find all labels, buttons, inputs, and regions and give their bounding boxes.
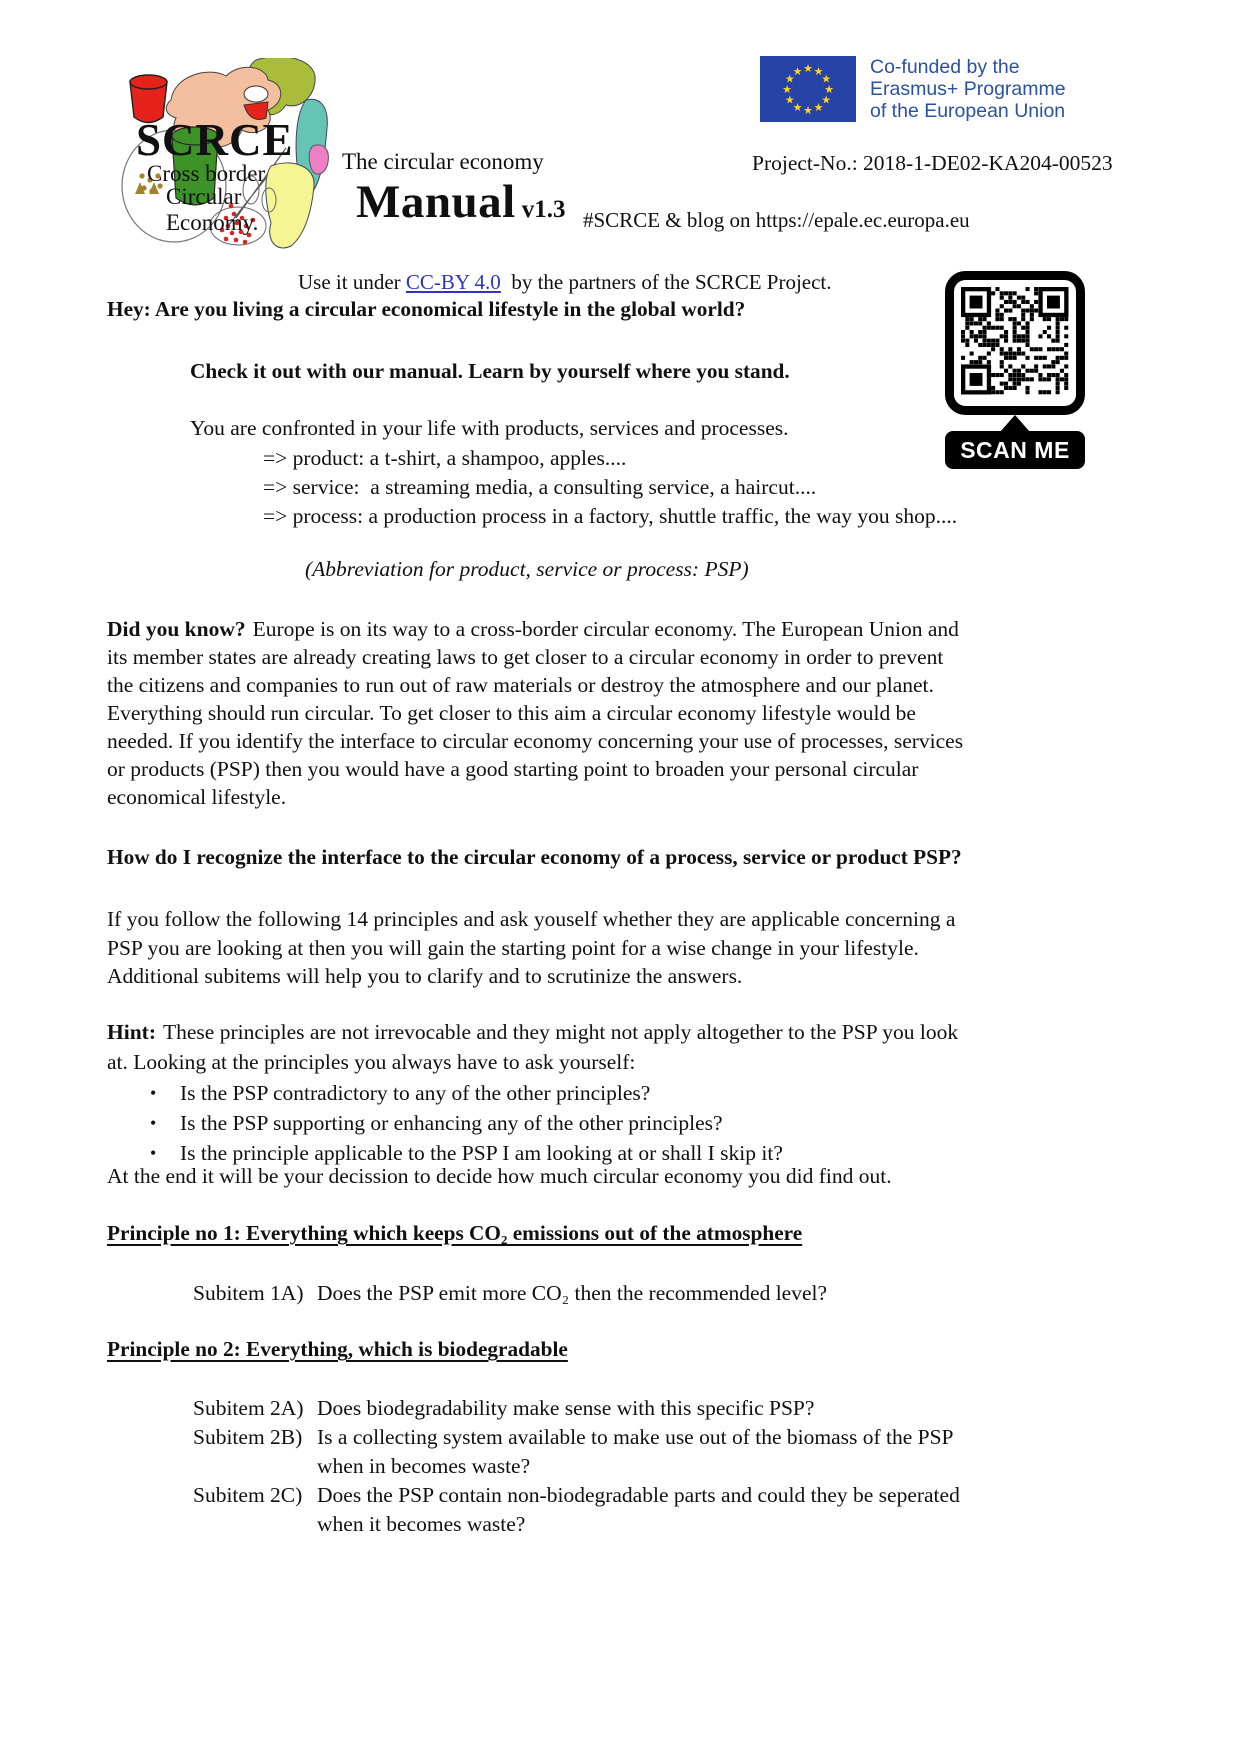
- eu-star-icon: ★: [813, 65, 824, 78]
- eu-funding-line: Erasmus+ Programme: [870, 78, 1066, 100]
- doc-version: v1.3: [521, 196, 566, 223]
- subitem-text: when it becomes waste?: [317, 1512, 526, 1536]
- eu-funding-line: of the European Union: [870, 100, 1066, 122]
- list-item: [107, 1108, 783, 1138]
- text-line: needed. If you identify the interface to circular economy concerning your use of processes, services: [107, 729, 964, 753]
- text-line: Additional subitems will help you to clarify and to scrutinize the answers.: [107, 964, 743, 988]
- bullet-icon: •: [150, 1113, 157, 1133]
- doc-title-row: [356, 175, 565, 229]
- scan-me-pointer: [1000, 415, 1030, 432]
- logo-small-cup: [244, 86, 268, 102]
- text-line: PSP you are looking at then you will gain the starting point for a wise change in your lifestyle.: [107, 935, 919, 960]
- scan-me-label: SCAN ME: [945, 431, 1085, 469]
- text-line: [107, 615, 963, 643]
- text-line: Europe is on its way to a cross-border circular economy. The European Union and: [252, 617, 959, 641]
- eu-star-icon: ★: [782, 84, 792, 96]
- scrce-logo-acronym: SCRCE: [136, 115, 294, 165]
- subitem-label: Subitem 2C): [193, 1483, 303, 1507]
- eu-funding-line: Co-funded by the: [870, 56, 1020, 78]
- subitem-label: Subitem 2B): [193, 1425, 303, 1449]
- arrow-line-product: => product: a t-shirt, a shampoo, apples....: [263, 446, 627, 470]
- subitem-2a-row: [193, 1394, 1127, 1423]
- hint-paragraph: [107, 1018, 958, 1077]
- eu-star-icon: ★: [824, 84, 834, 96]
- heading-hey: Hey: Are you living a circular economical lifestyle in the global world?: [107, 297, 746, 321]
- eu-star-icon: ★: [792, 65, 803, 78]
- subitem-2c-row: [193, 1481, 1127, 1539]
- eu-star-icon: ★: [803, 105, 813, 117]
- text-line: economical lifestyle.: [107, 785, 287, 809]
- qr-code: [945, 271, 1085, 463]
- doc-title: Manual: [356, 176, 516, 228]
- psp-examples: [263, 444, 957, 531]
- logo-pink-shape: [309, 145, 328, 174]
- text-line: at. Looking at the principles you always have to ask yourself:: [107, 1049, 636, 1074]
- follow-paragraph: [107, 905, 955, 991]
- scan-me-bubble: [945, 415, 1085, 469]
- text-line: its member states are already creating laws to get closer to a circular economy in order to prevent: [107, 645, 944, 669]
- license-suffix: by the partners of the SCRCE Project.: [500, 270, 832, 294]
- text-line: If you follow the following 14 principles and ask youself whether they are applicable concerning a: [107, 907, 956, 931]
- subitem-2b-row: [193, 1423, 1127, 1481]
- scrce-logo: [116, 58, 330, 250]
- arrow-line-process: => process: a production process in a factory, shuttle traffic, the way you shop....: [263, 504, 958, 528]
- hint-bullet-list: [107, 1078, 783, 1168]
- principle-2-heading: Principle no 2: Everything, which is biodegradable: [107, 1337, 568, 1361]
- list-item: [107, 1078, 783, 1108]
- eu-funding-logo: [760, 56, 1066, 122]
- abbreviation-note: (Abbreviation for product, service or process: PSP): [305, 557, 749, 581]
- qr-code-icon: [945, 271, 1085, 415]
- subitem-text: Does the PSP emit more CO₂ then the recommended level?: [317, 1281, 828, 1305]
- eu-star-icon: ★: [803, 63, 813, 75]
- bullet-text: Is the PSP contradictory to any of the other principles?: [180, 1081, 651, 1105]
- heading-how: How do I recognize the interface to the circular economy of a process, service or product PSP?: [107, 845, 962, 869]
- eu-flag-icon: [760, 56, 856, 122]
- did-you-know-label: Did you know?: [107, 617, 246, 641]
- blog-line: #SCRCE & blog on https://epale.ec.europa.eu: [583, 208, 970, 232]
- decision-line: At the end it will be your decission to decide how much circular economy you did find out.: [107, 1164, 892, 1188]
- logo-red-cylinder-top: [130, 75, 167, 89]
- ccby-link[interactable]: CC-BY 4.0: [405, 270, 501, 294]
- principle-2-subitems: [193, 1394, 1127, 1539]
- eu-star-icon: ★: [821, 73, 832, 86]
- doc-type: The circular economy: [342, 149, 544, 174]
- subitem-text: Does the PSP contain non-biodegradable parts and could they be seperated: [317, 1483, 960, 1507]
- hint-label: Hint:: [107, 1020, 156, 1044]
- eu-star-icon: ★: [821, 94, 832, 107]
- bullet-text: Is the PSP supporting or enhancing any of the other principles?: [180, 1111, 723, 1135]
- text-line: [107, 1018, 958, 1048]
- confronted-line: You are confronted in your life with products, services and processes.: [190, 416, 789, 440]
- license-prefix: Use it under: [298, 270, 406, 294]
- text-line: the citizens and companies to run out of raw materials or destroy the atmosphere and our planet.: [107, 673, 934, 697]
- subitem-label: Subitem 1A): [193, 1281, 304, 1305]
- eu-funding-text: [870, 56, 1066, 122]
- scrce-logo-subtitle-2: Circular Economy.: [166, 184, 259, 235]
- heading-check: Check it out with our manual. Learn by yourself where you stand.: [190, 359, 790, 383]
- text-line: Everything should run circular. To get closer to this aim a circular economy lifestyle would be: [107, 701, 916, 725]
- eu-star-icon: ★: [784, 94, 795, 107]
- bullet-text: Is the principle applicable to the PSP I am looking at or shall I skip it?: [180, 1141, 783, 1165]
- did-you-know-paragraph: [107, 615, 963, 811]
- text-line: or products (PSP) then you would have a good starting point to broaden your personal circular: [107, 757, 919, 781]
- principle-1-heading: Principle no 1: Everything which keeps CO₂ emissions out of the atmosphere: [107, 1221, 803, 1245]
- bullet-icon: •: [150, 1143, 157, 1163]
- subitem-label: Subitem 2A): [193, 1396, 304, 1420]
- subitem-text: Does biodegradability make sense with this specific PSP?: [317, 1396, 815, 1420]
- eu-star-icon: ★: [792, 102, 803, 115]
- eu-star-icon: ★: [784, 73, 795, 86]
- text-line: These principles are not irrevocable and they might not apply altogether to the PSP you look: [162, 1020, 959, 1044]
- project-number: Project-No.: 2018-1-DE02-KA204-00523: [752, 151, 1113, 175]
- arrow-line-service: => service: a streaming media, a consulting service, a haircut....: [263, 475, 817, 499]
- scrce-logo-subtitle-1: Cross border: [147, 161, 266, 186]
- eu-star-icon: ★: [813, 102, 824, 115]
- subitem-text: Is a collecting system available to make use out of the biomass of the PSP: [317, 1425, 954, 1449]
- bullet-icon: •: [150, 1083, 157, 1103]
- subitem-text: when in becomes waste?: [317, 1454, 531, 1478]
- subitem-1a-row: [193, 1279, 1127, 1308]
